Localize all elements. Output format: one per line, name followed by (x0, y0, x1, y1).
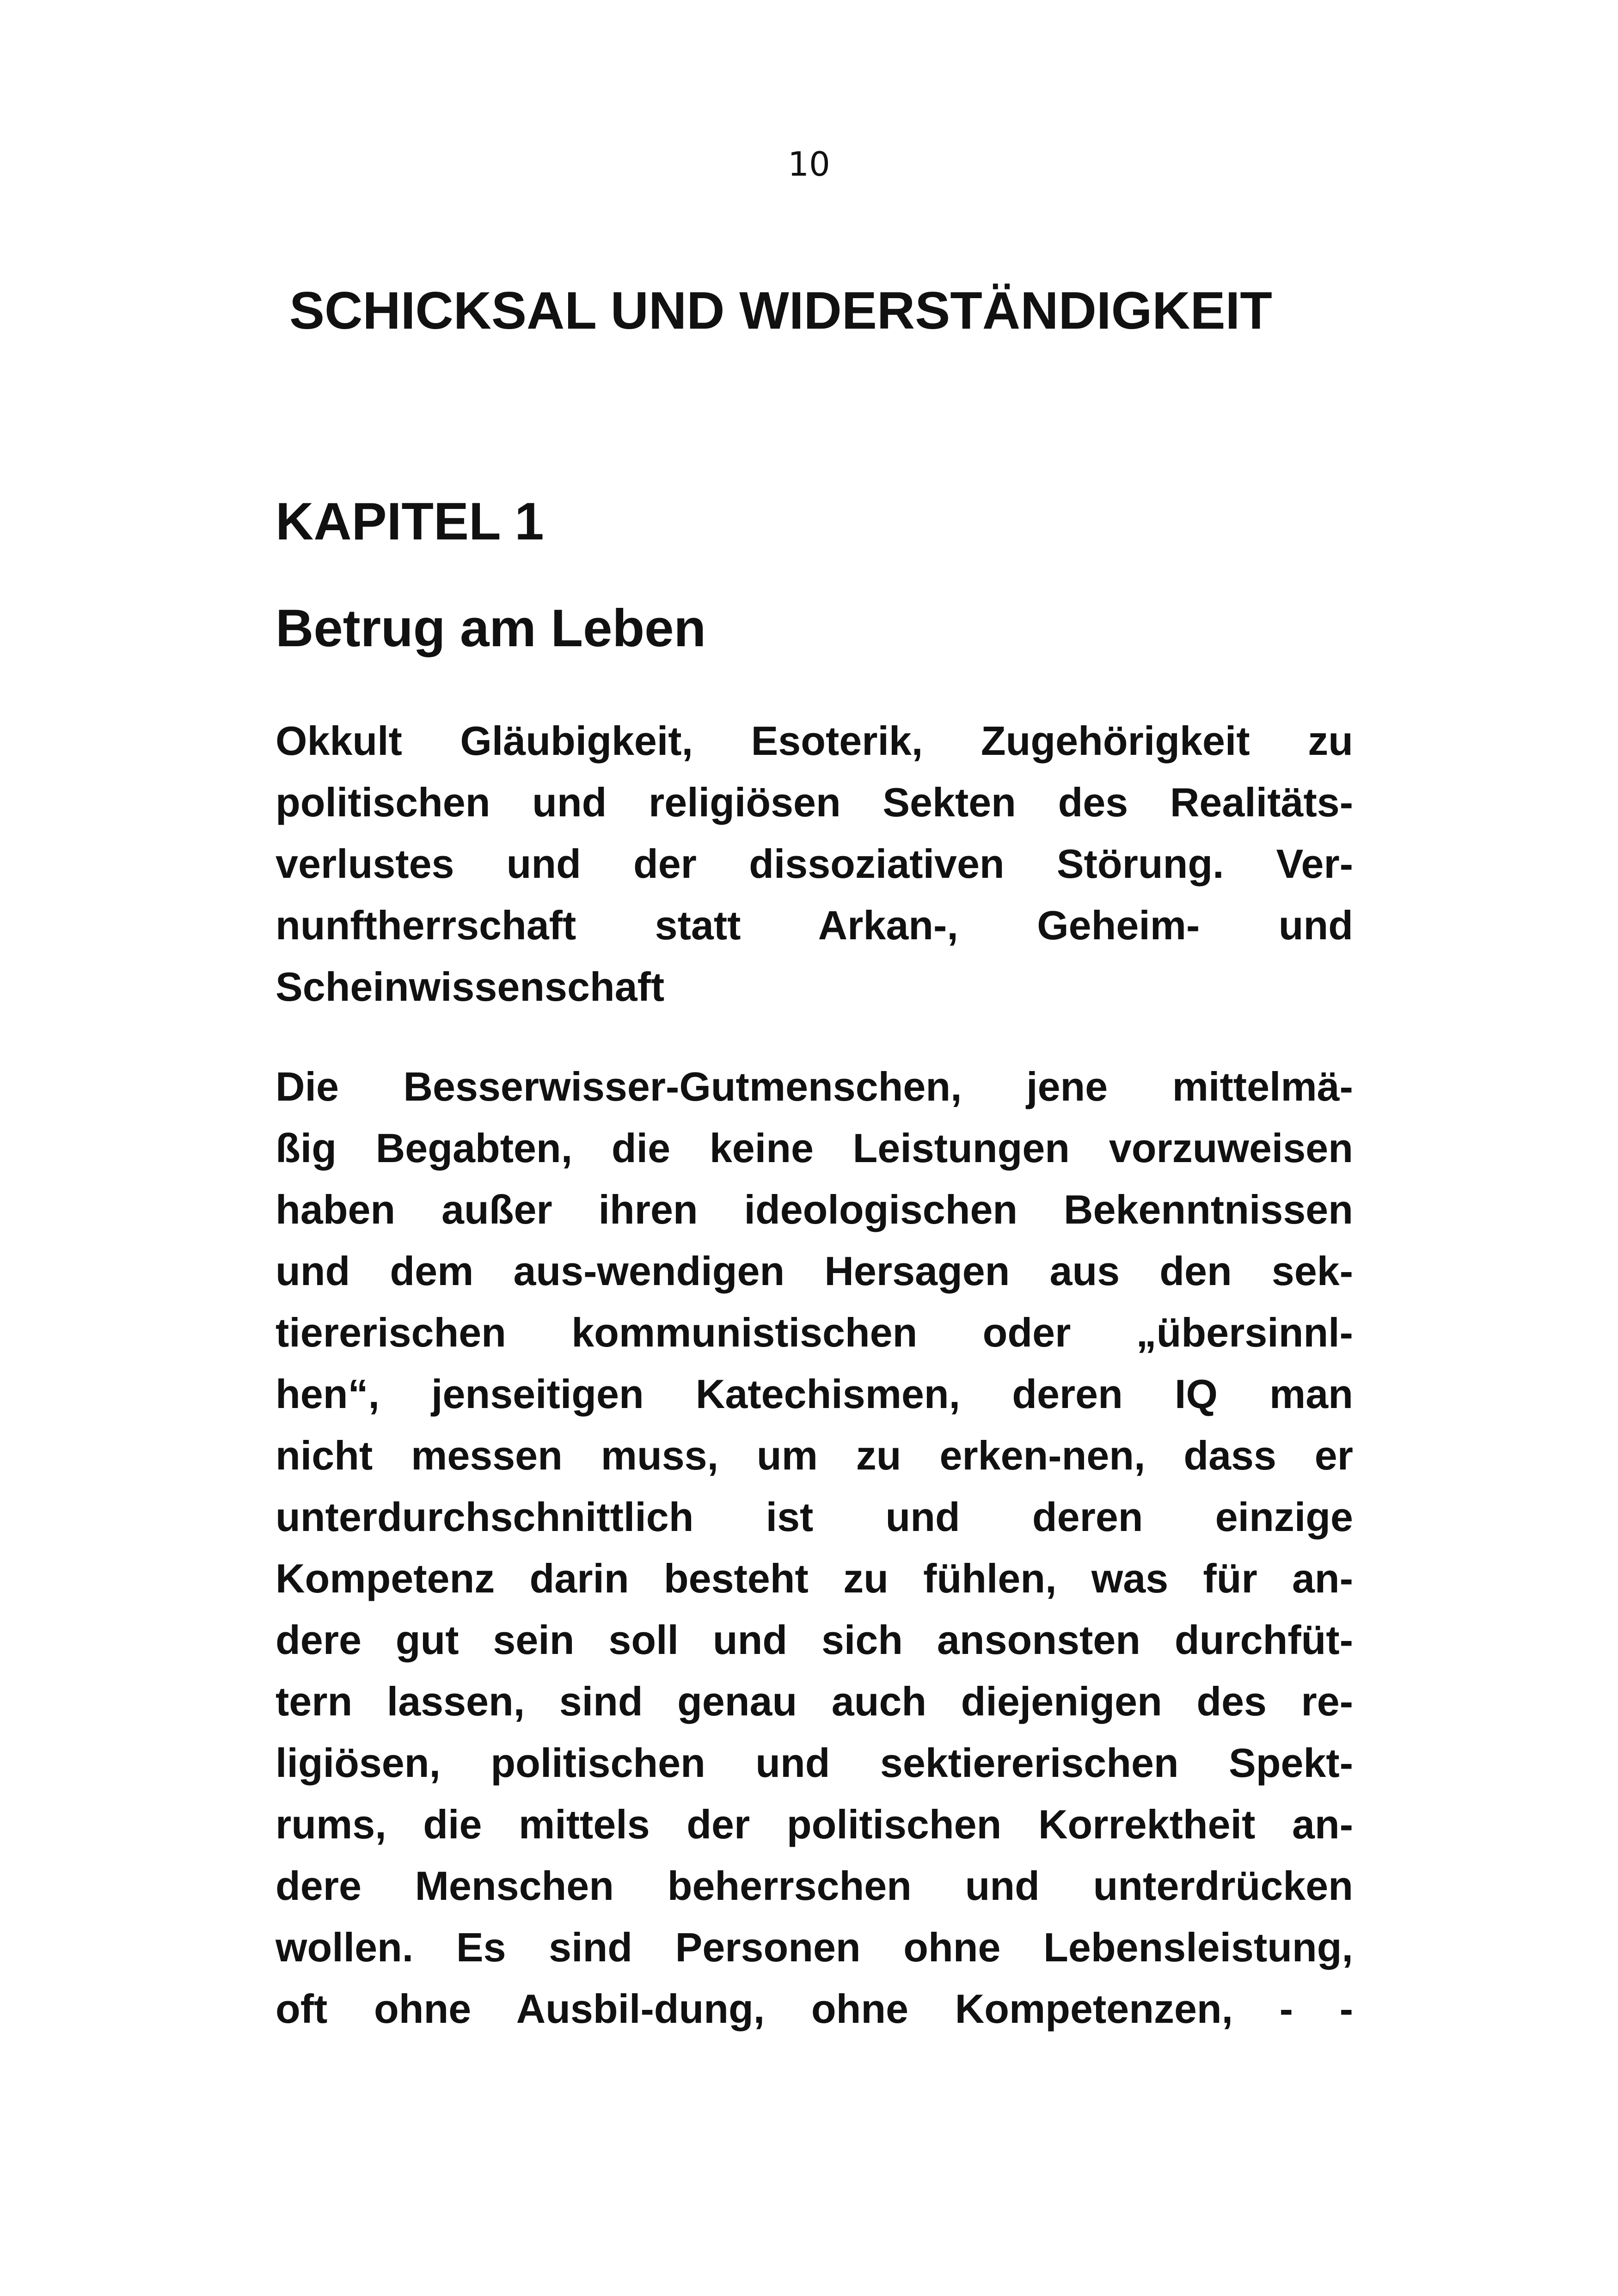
paragraph-intro (276, 710, 1353, 1017)
text-line: rums, die mittels der politischen Korrektheit an- (276, 1801, 1353, 1847)
text-line: verlustes und der dissoziativen Störung. Ver- (276, 841, 1353, 887)
text-line: Scheinwissenschaft (276, 964, 665, 1010)
text-line: und dem aus-wendigen Hersagen aus den sek- (276, 1248, 1353, 1294)
chapter-heading: KAPITEL 1 (276, 492, 544, 551)
text-line: ßig Begabten, die keine Leistungen vorzuweisen (276, 1125, 1353, 1171)
text-line: wollen. Es sind Personen ohne Lebensleistung, (276, 1924, 1353, 1970)
text-line: nunftherrschaft statt Arkan-, Geheim- und (276, 902, 1353, 948)
text-line: oft ohne Ausbil-dung, ohne Kompetenzen, - - (276, 1986, 1353, 2032)
text-line: dere Menschen beherrschen und unterdrücken (276, 1863, 1353, 1909)
text-line: Kompetenz darin besteht zu fühlen, was für an- (276, 1555, 1353, 1601)
text-line: tiererischen kommunistischen oder „übersinnl- (276, 1310, 1353, 1355)
book-title: SCHICKSAL UND WIDERSTÄNDIGKEIT (289, 282, 1272, 340)
text-line: Die Besserwisser-Gutmenschen, jene mittelmä- (276, 1064, 1353, 1109)
page-number: 10 (788, 145, 830, 184)
chapter-title: Betrug am Leben (276, 599, 706, 658)
text-line: haben außer ihren ideologischen Bekenntnissen (276, 1187, 1353, 1232)
text-line: unterdurchschnittlich ist und deren einzige (276, 1494, 1353, 1540)
text-line: politischen und religiösen Sekten des Realitäts- (276, 779, 1353, 825)
text-line: dere gut sein soll und sich ansonsten durchfüt- (276, 1617, 1353, 1663)
text-line: hen“, jenseitigen Katechismen, deren IQ man (276, 1371, 1353, 1417)
text-line: nicht messen muss, um zu erken-nen, dass er (276, 1433, 1353, 1478)
text-line: ligiösen, politischen und sektiererischen Spekt- (276, 1740, 1353, 1786)
text-line: Okkult Gläubigkeit, Esoterik, Zugehörigkeit zu (276, 718, 1353, 764)
text-line: tern lassen, sind genau auch diejenigen des re- (276, 1678, 1353, 1724)
paragraph-body (276, 1056, 1353, 2039)
